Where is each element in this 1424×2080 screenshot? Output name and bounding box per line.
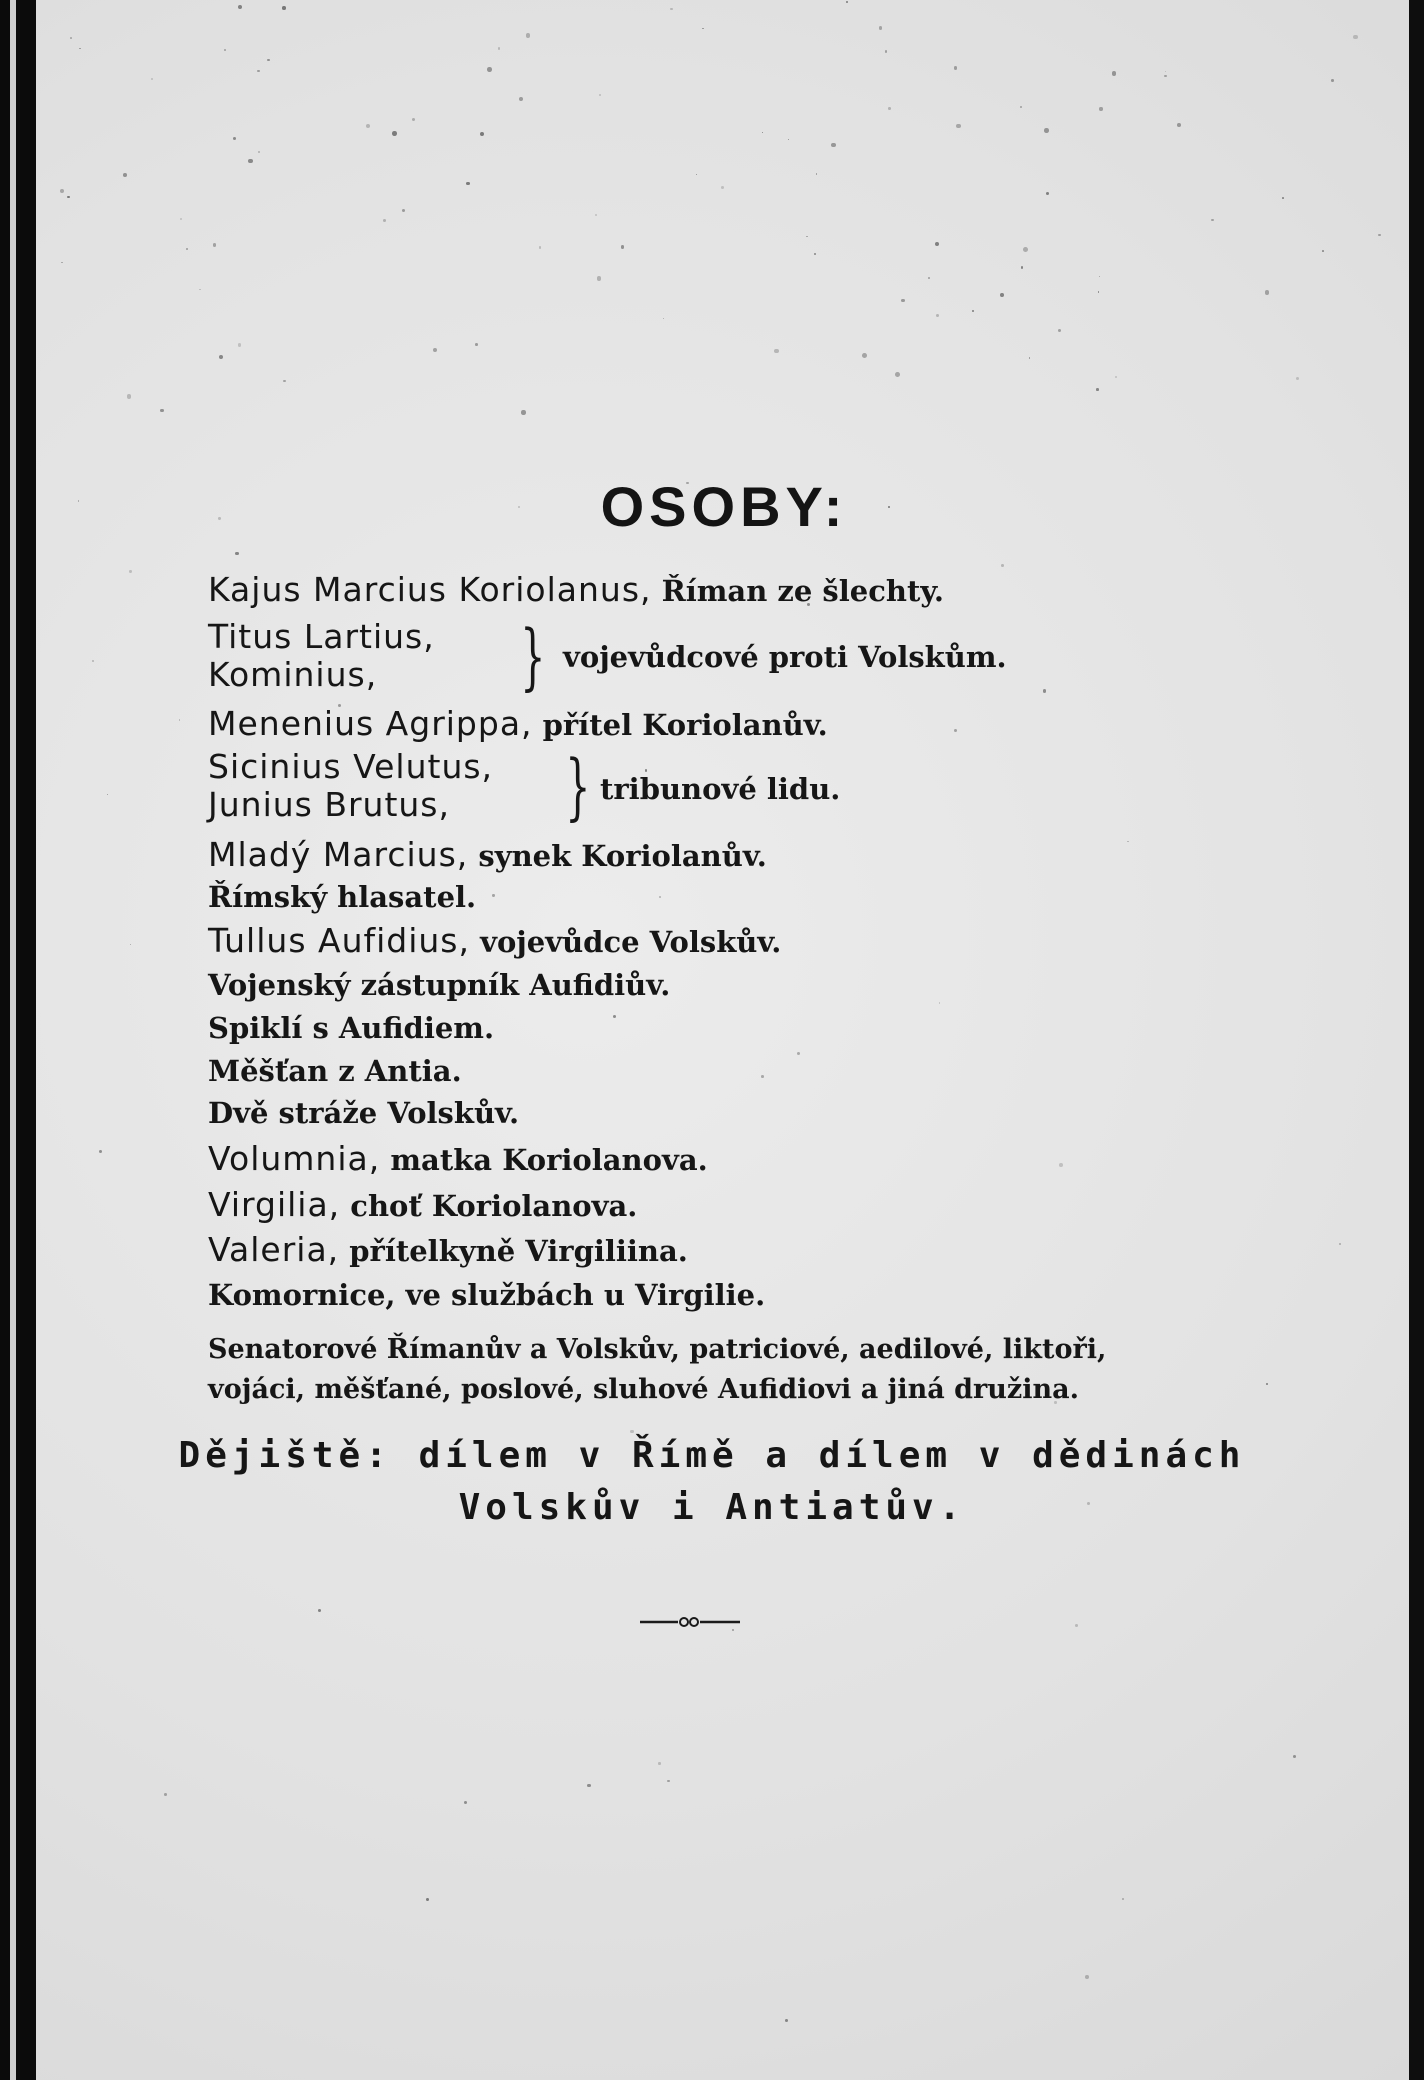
entry-conspirators: Spiklí s Aufidiem. — [208, 1011, 495, 1045]
entry-desc: tribunové lidu. — [600, 772, 841, 806]
entry-desc: přítelkyně Virgiliina. — [349, 1234, 688, 1268]
speck — [70, 37, 72, 39]
entry-desc: matka Koriolanova. — [390, 1143, 708, 1177]
entry-name: Tullus Aufidius, — [208, 921, 470, 960]
entry-group-generals — [208, 618, 435, 694]
speck — [1177, 123, 1181, 127]
speck — [492, 894, 494, 896]
speck — [235, 552, 238, 555]
speck — [1001, 564, 1004, 567]
speck — [1023, 247, 1028, 252]
speck — [888, 107, 891, 110]
entry-name: Kajus Marcius Koriolanus, — [208, 570, 652, 609]
speck — [1265, 290, 1269, 294]
speck — [587, 1784, 590, 1787]
speck — [164, 1793, 167, 1796]
speck — [539, 246, 542, 249]
speck — [658, 1762, 660, 1764]
entry-name: Volumnia, — [208, 1139, 381, 1178]
entry-name: Valeria, — [208, 1230, 340, 1269]
speck — [1099, 107, 1102, 110]
setting-line: Volskův i Antiatův. — [458, 1487, 966, 1528]
entry-desc: vojevůdce Volskův. — [480, 925, 782, 959]
page-right-shadow — [1409, 0, 1424, 2080]
speck — [60, 189, 64, 193]
others-line: vojáci, měšťané, poslové, sluhové Aufidiovi a jiná družina. — [208, 1374, 1079, 1405]
entry-group-tribunes — [208, 748, 493, 824]
speck — [885, 50, 887, 52]
speck — [1127, 841, 1128, 842]
speck — [1211, 219, 1213, 221]
speck — [1282, 197, 1284, 199]
entry-virgilia — [208, 1185, 638, 1224]
speck — [1044, 128, 1049, 133]
speck — [667, 1780, 670, 1783]
speck — [464, 1801, 467, 1804]
speck — [954, 66, 957, 69]
entry-name: Sicinius Velutus, — [208, 747, 494, 786]
speck — [282, 6, 286, 10]
speck — [1378, 234, 1380, 236]
entry-young-marcius — [208, 835, 767, 874]
speck — [402, 209, 405, 212]
page-title: OSOBY: — [600, 475, 848, 538]
entry-name: Mladý Marcius, — [208, 835, 469, 874]
others-paragraph — [208, 1330, 1208, 1410]
entry-chambermaid: Komornice, ve službách u Virgilie. — [208, 1278, 766, 1312]
entry-herald: Římský hlasatel. — [208, 880, 477, 914]
speck — [487, 67, 492, 72]
speck — [774, 349, 778, 353]
speck — [129, 570, 131, 572]
entry-desc: přítel Koriolanův. — [542, 708, 828, 742]
entry-name: Junius Brutus, — [208, 785, 450, 824]
speck — [1165, 71, 1166, 72]
speck — [498, 47, 500, 49]
entry-name: Virgilia, — [208, 1185, 341, 1224]
entry-volumnia — [208, 1139, 708, 1178]
speck — [1096, 388, 1099, 391]
speck — [1020, 106, 1022, 108]
speck — [831, 143, 835, 147]
entry-name: Kominius, — [208, 655, 378, 694]
entry-name: Menenius Agrippa, — [208, 704, 533, 743]
speck — [283, 380, 286, 383]
curly-brace: } — [565, 744, 591, 828]
speck — [1164, 75, 1166, 77]
speck — [1029, 357, 1030, 358]
speck — [392, 131, 397, 136]
speck — [123, 173, 127, 177]
entry-koriolanus — [208, 570, 944, 609]
speck — [1322, 250, 1324, 252]
speck — [1331, 79, 1334, 82]
speck — [670, 8, 673, 11]
entry-desc: choť Koriolanova. — [350, 1189, 638, 1223]
speck — [466, 182, 470, 186]
speck — [233, 137, 236, 140]
setting-line: Dějiště: dílem v Římě a dílem v dědinách — [178, 1435, 1246, 1476]
entry-valeria — [208, 1230, 688, 1269]
speck — [879, 26, 883, 30]
others-line: Senatorové Římanův a Volskův, patriciové, aedilové, liktoři, — [208, 1334, 1107, 1365]
speck — [1112, 71, 1116, 75]
speck — [1122, 1898, 1124, 1900]
entry-guards: Dvě stráže Volskův. — [208, 1096, 520, 1130]
entry-lieutenant: Vojenský zástupník Aufidiův. — [208, 968, 671, 1002]
speck — [160, 409, 163, 412]
speck — [1353, 35, 1357, 39]
entry-citizen: Měšťan z Antia. — [208, 1054, 462, 1088]
speck — [1339, 1243, 1341, 1245]
entry-menenius — [208, 704, 828, 743]
speck — [267, 59, 269, 61]
entry-aufidius — [208, 921, 782, 960]
speck — [1085, 1975, 1089, 1979]
entry-desc: Říman ze šlechty. — [661, 574, 944, 608]
ornament-divider — [640, 1612, 740, 1632]
entry-desc: synek Koriolanův. — [478, 839, 767, 873]
book-spine-edge — [10, 0, 16, 2080]
speck — [862, 353, 867, 358]
speck — [238, 343, 242, 347]
entry-desc: vojevůdcové proti Volskům. — [563, 640, 1007, 674]
curly-brace: } — [520, 614, 546, 698]
entry-name: Titus Lartius, — [208, 617, 435, 656]
speck — [1059, 1163, 1063, 1167]
book-spine-shadow — [0, 0, 36, 2080]
speck — [521, 410, 525, 414]
speck — [1000, 293, 1004, 297]
speck — [179, 719, 180, 720]
